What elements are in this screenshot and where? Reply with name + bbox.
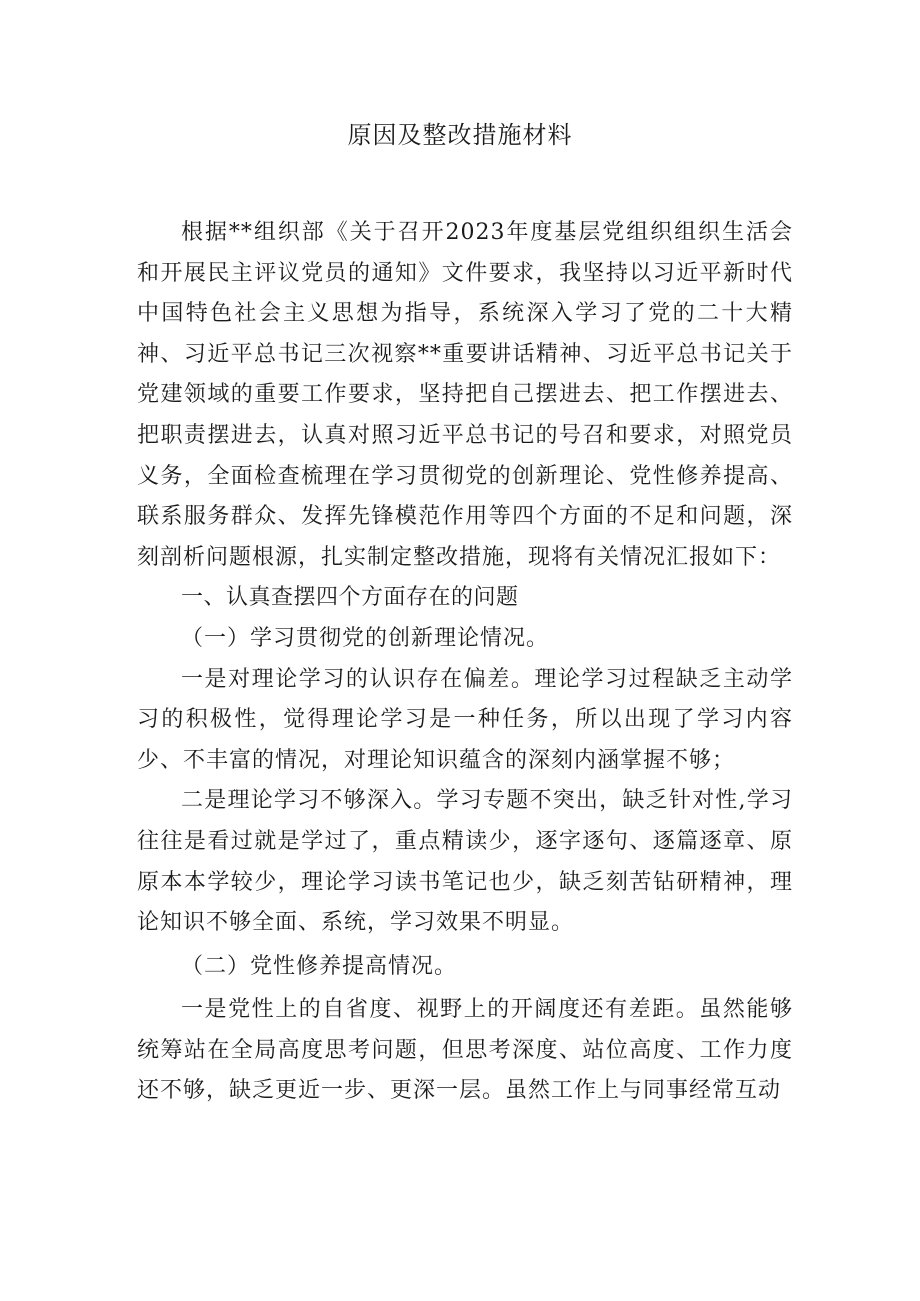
subsection-1-paragraph-2: 二是理论学习不够深入。学习专题不突出，缺乏针对性,学习往往是看过就是学过了，重点精读少，逐字逐句、逐篇逐章、原原本本学较少，理论学习读书笔记也少，缺乏刻苦钻研精神，理论知识不够全面、系统，学习效果不明显。 (137, 788, 793, 936)
subsection-2-heading: （二）党性修养提高情况。 (181, 953, 458, 979)
subsection-1-paragraph-1: 一是对理论学习的认识存在偏差。理论学习过程缺乏主动学习的积极性，觉得理论学习是一种任务，所以出现了学习内容少、不丰富的情况，对理论知识蕴含的深刻内涵掌握不够； (137, 666, 793, 773)
intro-paragraph: 根据**组织部《关于召开2023年度基层党组织组织生活会和开展民主评议党员的通知》文件要求，我坚持以习近平新时代中国特色社会主义思想为指导，系统深入学习了党的二十大精神、习近平总书记三次视察**重要讲话精神、习近平总书记关于党建领域的重要工作要求，坚持把自己摆进去、把工作摆进去、把职责摆进去，认真对照习近平总书记的号召和要求，对照党员义务，全面检查梳理在学习贯彻党的创新理论、党性修养提高、联系服务群众、发挥先锋模范作用等四个方面的不足和问题，深刻剖析问题根源，扎实制定整改措施，现将有关情况汇报如下： (137, 220, 793, 570)
subsection-2-paragraph-1: 一是党性上的自省度、视野上的开阔度还有差距。虽然能够统筹站在全局高度思考问题，但思考深度、站位高度、工作力度还不够，缺乏更近一步、更深一层。虽然工作上与同事经常互动 (137, 997, 793, 1104)
document-body (137, 213, 793, 1112)
document-title: 原因及整改措施材料 (347, 121, 573, 149)
subsection-1-heading: （一）学习贯彻党的创新理论情况。 (181, 625, 550, 651)
section-1-heading: 一、认真查摆四个方面存在的问题 (181, 585, 519, 611)
